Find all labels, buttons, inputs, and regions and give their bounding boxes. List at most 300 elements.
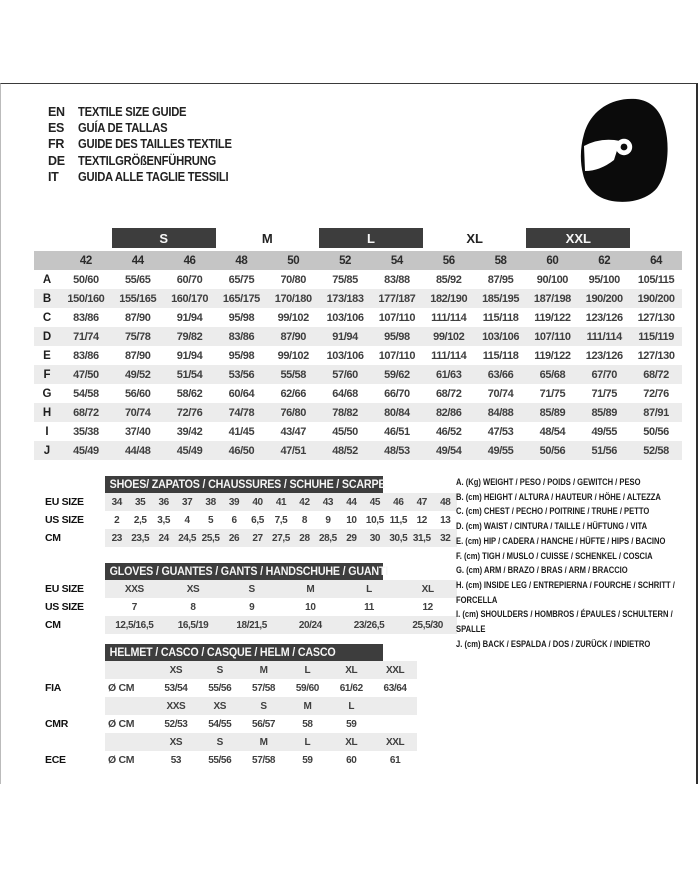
measure-value-cell: 60/64 [228, 387, 255, 400]
measure-value-cell: 107/110 [378, 311, 416, 324]
measure-value-cell: 45/49 [176, 444, 203, 457]
measure-value-cell: 190/200 [585, 292, 623, 305]
measure-value-cell: 83/88 [384, 273, 410, 286]
gloves-table-title-bar [105, 563, 389, 580]
measure-value-cell: 50/56 [643, 425, 669, 438]
measure-row [34, 403, 682, 422]
helmet-value-cell: 59 [346, 718, 357, 730]
measure-value-cell: 111/114 [586, 330, 622, 343]
legend-item: A. (Kg) WEIGHT / PESO / POIDS / GEWITCH / PESO [456, 477, 641, 488]
measure-value-cell: 64/68 [332, 387, 358, 400]
guide-title: TEXTILGRÖßENFÜHRUNG [78, 153, 216, 168]
helmet-row [45, 733, 457, 751]
helmet-value-cell: XS [213, 700, 227, 712]
shoes-value-cell: 27 [252, 532, 263, 544]
helmet-row-content [105, 733, 417, 751]
row-label: EU SIZE [45, 583, 84, 595]
helmet-row [45, 661, 457, 679]
helmet-value-cell: 52/53 [164, 718, 188, 730]
measure-value-cell: 45/50 [332, 425, 358, 438]
size-number-cell: 46 [183, 254, 196, 267]
measure-value-cell: 47/51 [280, 444, 306, 457]
measure-value-cell: 83/86 [228, 330, 255, 343]
measure-value-cell: 91/94 [332, 330, 358, 343]
measure-value-cell: 49/55 [591, 425, 617, 438]
measure-row [34, 365, 682, 384]
legend-item: B. (cm) HEIGHT / ALTURA / HAUTEUR / HÖHE / ALTEZZA [456, 491, 661, 503]
measure-row [34, 289, 682, 308]
measure-values [60, 445, 682, 457]
measure-value-cell: 119/122 [534, 311, 571, 324]
measure-rows [34, 270, 682, 460]
measure-value-cell: 51/56 [591, 444, 617, 457]
shoes-value-cell: 13 [440, 514, 451, 526]
measure-value-cell: 185/195 [482, 292, 520, 305]
measure-values [60, 274, 682, 286]
gloves-value-cell: XL [421, 583, 434, 595]
size-number-header-row [34, 251, 682, 270]
guide-title: GUÍA DE TALLAS [78, 121, 168, 136]
measure-value-cell: 111/114 [431, 311, 467, 324]
measure-row [34, 308, 682, 327]
measure-value-cell: 90/100 [536, 273, 569, 286]
gloves-value-cell: 10 [305, 601, 316, 613]
measure-value-cell: 55/58 [280, 368, 306, 381]
measure-value-cell: 55/65 [124, 273, 151, 286]
helmet-values [154, 701, 417, 712]
measure-value-cell: 47/53 [487, 425, 514, 438]
size-number-cell: 50 [287, 254, 300, 267]
measure-value-cell: 65/68 [539, 368, 566, 381]
measure-value-cell: 173/183 [326, 292, 364, 305]
helmet-value-cell: XXL [385, 664, 405, 676]
textile-size-table [34, 228, 682, 460]
legend-item: E. (cm) HIP / CADERA / HANCHE / HÜFTE / HIPS / BACINO [456, 535, 666, 547]
measure-value-cell: 49/52 [124, 368, 151, 381]
shoes-value-cell: 41 [275, 496, 287, 508]
shoes-value-cell: 10 [346, 514, 357, 526]
measure-value-cell: 85/89 [591, 406, 617, 419]
measure-value-cell: 103/106 [326, 311, 364, 324]
measure-letter: F [43, 368, 51, 381]
measure-letter: G [42, 387, 52, 400]
measure-value-cell: 75/78 [124, 330, 151, 343]
shoes-table [45, 476, 457, 547]
shoes-value-cell: 42 [299, 496, 310, 508]
language-title-line [48, 169, 249, 185]
language-code: IT [48, 169, 59, 184]
shoes-value-cell: 2,5 [133, 514, 147, 526]
shoes-table-title: SHOES/ ZAPATOS / CHAUSSURES / SCHUHE / SCARPE [109, 478, 386, 491]
gloves-table-title: GLOVES / GUANTES / GANTS / HANDSCHUHE / GUANTI [109, 565, 389, 578]
measure-value-cell: 60/70 [176, 273, 203, 286]
gloves-value-cell: L [366, 583, 372, 595]
helmet-value-cell: 59 [302, 754, 313, 766]
size-number-cell: 44 [131, 254, 144, 267]
measure-value-cell: 111/114 [431, 349, 467, 362]
size-number-cell: 54 [390, 254, 403, 267]
measure-value-cell: 83/86 [73, 311, 99, 324]
gloves-value-cell: 16,5/19 [177, 619, 209, 631]
helmet-table-title-bar [105, 644, 383, 661]
measure-value-cell: 99/102 [277, 311, 309, 324]
shoes-value-cell: 26 [228, 532, 240, 544]
helmet-value-cell: 61/62 [339, 682, 363, 694]
measure-value-cell: 182/190 [430, 292, 468, 305]
gloves-row [45, 598, 457, 616]
measure-value-cell: 95/100 [588, 273, 620, 286]
gloves-value-cell: XXS [124, 583, 144, 595]
measure-value-cell: 70/74 [124, 406, 151, 419]
row-label: CM [45, 619, 61, 631]
helmet-values [154, 683, 417, 694]
row-label [45, 697, 105, 715]
legend-item: F. (cm) TIGH / MUSLO / CUISSE / SCHENKEL / COSCIA [456, 550, 653, 562]
measure-value-cell: 39/42 [176, 425, 203, 438]
row-label [45, 661, 105, 679]
helmet-value-cell: L [304, 664, 311, 676]
measure-value-cell: 50/60 [73, 273, 99, 286]
measure-value-cell: 41/45 [228, 425, 255, 438]
gloves-value-cell: 8 [190, 601, 196, 613]
measure-value-cell: 119/122 [534, 349, 571, 362]
size-number-cell: 48 [235, 254, 248, 267]
gloves-value-cell: 20/24 [298, 619, 322, 631]
shoes-value-cell: 48 [440, 496, 451, 508]
helmet-value-cell: 61 [389, 754, 401, 766]
measure-letter: I [45, 425, 49, 438]
measure-value-cell: 127/130 [637, 349, 675, 362]
helmet-row-content [105, 679, 417, 697]
measure-value-cell: 85/89 [539, 406, 566, 419]
shoes-value-cell: 10,5 [365, 514, 384, 526]
language-title-list [48, 104, 249, 185]
measure-row [34, 346, 682, 365]
measure-value-cell: 99/102 [277, 349, 309, 362]
gloves-value-cell: 25,5/30 [412, 619, 443, 631]
size-number-cell: 42 [79, 254, 92, 267]
size-band-row [34, 228, 682, 248]
gloves-table [45, 563, 457, 634]
measure-value-cell: 99/102 [433, 330, 465, 343]
helmet-value-cell: 56/57 [252, 718, 276, 730]
shoes-value-cell: 28 [299, 532, 310, 544]
shoes-value-cell: 44 [346, 496, 357, 508]
shoes-value-cell: 8 [301, 514, 308, 526]
shoes-value-cell: 5 [208, 514, 214, 526]
measure-value-cell: 95/98 [384, 330, 410, 343]
shoes-value-cell: 11,5 [389, 514, 407, 526]
measure-value-cell: 115/119 [638, 330, 674, 343]
helmet-value-cell: 53/54 [164, 682, 188, 694]
shoes-value-cell: 9 [325, 514, 331, 526]
row-label: EU SIZE [45, 496, 84, 508]
shoes-table-title-bar [105, 476, 386, 493]
helmet-value-cell: 60 [346, 754, 357, 766]
gloves-row [45, 616, 457, 634]
measure-value-cell: 87/90 [280, 330, 306, 343]
measure-value-cell: 103/106 [482, 330, 520, 343]
measure-value-cell: 52/58 [643, 444, 669, 457]
measure-value-cell: 83/86 [73, 349, 99, 362]
measure-value-cell: 44/48 [124, 444, 151, 457]
legend-item: G. (cm) ARM / BRAZO / BRAS / ARM / BRACCIO [456, 565, 628, 577]
measure-value-cell: 71/75 [591, 387, 617, 400]
shoes-value-cell: 39 [228, 496, 240, 508]
measure-value-cell: 62/66 [280, 387, 306, 400]
measure-letter: J [43, 444, 51, 457]
size-band-label: L [319, 228, 423, 248]
measure-value-cell: 46/51 [384, 425, 410, 438]
measure-value-cell: 67/70 [591, 368, 617, 381]
measure-letter: D [42, 330, 52, 343]
measure-value-cell: 37/40 [124, 425, 151, 438]
measure-value-cell: 87/95 [487, 273, 514, 286]
measure-value-cell: 160/170 [171, 292, 209, 305]
measure-value-cell: 72/76 [643, 387, 669, 400]
measure-row [34, 384, 682, 403]
shoes-value-cell: 40 [252, 496, 263, 508]
measure-value-cell: 115/118 [482, 311, 519, 324]
measure-value-cell: 43/47 [280, 425, 306, 438]
measure-value-cell: 35/38 [73, 425, 99, 438]
gloves-value-cell: 12 [422, 601, 433, 613]
shoes-value-cell: 6 [231, 514, 237, 526]
measure-value-cell: 115/118 [482, 349, 519, 362]
shoes-value-cell: 43 [322, 496, 334, 508]
measure-letter: E [43, 349, 51, 362]
language-code: DE [48, 153, 65, 168]
shoes-value-cell: 31,5 [412, 532, 431, 544]
measure-value-cell: 63/66 [487, 368, 514, 381]
legend-item: H. (cm) INSIDE LEG / ENTREPIERNA / FOURCHE / SCHRITT / FORCELLA [456, 579, 675, 606]
measure-value-cell: 45/49 [73, 444, 99, 457]
helmet-value-cell: XS [169, 664, 183, 676]
language-code: ES [48, 121, 65, 136]
measure-value-cell: 57/60 [332, 368, 358, 381]
diameter-unit-label: Ø CM [108, 754, 135, 766]
helmet-row [45, 697, 457, 715]
legend-item: I. (cm) SHOULDERS / HOMBROS / ÉPAULES / SCHULTERN / SPALLE [456, 609, 673, 636]
measure-value-cell: 170/180 [274, 292, 312, 305]
helmet-value-cell: 57/58 [252, 754, 276, 766]
measure-value-cell: 95/98 [228, 349, 255, 362]
gloves-values [105, 616, 457, 634]
measure-value-cell: 127/130 [637, 311, 675, 324]
measure-letter: B [42, 292, 52, 305]
shoes-value-cell: 12 [416, 514, 427, 526]
helmet-value-cell: XL [345, 736, 358, 748]
shoes-values [105, 529, 457, 547]
measure-value-cell: 48/54 [539, 425, 566, 438]
measure-value-cell: 48/53 [384, 444, 410, 457]
size-band-label: XXL [526, 228, 630, 248]
measure-values [60, 388, 682, 400]
measure-value-cell: 65/75 [228, 273, 255, 286]
size-number-cell: 58 [494, 254, 507, 267]
row-label: CMR [45, 718, 69, 730]
measure-value-cell: 71/74 [73, 330, 99, 343]
shoes-value-cell: 25,5 [201, 532, 220, 544]
size-band-label: S [112, 228, 216, 248]
language-code: FR [48, 137, 65, 152]
measure-value-cell: 165/175 [222, 292, 260, 305]
measure-value-cell: 68/72 [73, 406, 99, 419]
gloves-value-cell: 12,5/16,5 [115, 619, 154, 631]
guide-title: TEXTILE SIZE GUIDE [78, 105, 187, 120]
measure-value-cell: 91/94 [176, 311, 203, 324]
shoes-value-cell: 7,5 [274, 514, 288, 526]
helmet-value-cell: S [260, 700, 267, 712]
measure-value-cell: 72/76 [176, 406, 203, 419]
shoes-row [45, 529, 457, 547]
size-band-label: XL [466, 230, 483, 246]
measure-value-cell: 49/55 [487, 444, 514, 457]
row-label: US SIZE [45, 601, 84, 613]
measure-value-cell: 49/54 [435, 444, 462, 457]
helmet-row-content [105, 697, 417, 715]
measure-value-cell: 46/52 [435, 425, 462, 438]
measure-value-cell: 70/80 [280, 273, 306, 286]
shoes-value-cell: 38 [205, 496, 216, 508]
legend-item: C. (cm) CHEST / PECHO / POITRINE / TRUHE / PETTO [456, 506, 650, 518]
gloves-value-cell: M [306, 583, 315, 595]
guide-title: GUIDE DES TAILLES TEXTILE [78, 137, 232, 152]
shoes-value-cell: 46 [393, 496, 404, 508]
measure-value-cell: 107/110 [534, 330, 571, 343]
helmet-value-cell [373, 701, 417, 712]
measure-value-cell: 68/72 [643, 368, 669, 381]
measure-value-cell: 123/126 [585, 311, 623, 324]
helmet-value-cell: S [216, 736, 223, 748]
shoes-values [105, 511, 457, 529]
language-title-line [48, 104, 249, 120]
size-band-label: M [261, 230, 273, 246]
shoes-value-cell: 37 [181, 496, 193, 508]
shoes-value-cell: 27,5 [272, 532, 290, 544]
shoes-value-cell: 4 [184, 514, 190, 526]
gloves-value-cell: XS [186, 583, 200, 595]
helmet-value-cell: XXS [166, 700, 186, 712]
shoes-value-cell: 47 [416, 496, 427, 508]
measure-value-cell: 190/200 [637, 292, 675, 305]
helmet-value-cell: 63/64 [383, 682, 407, 694]
gloves-rows [45, 580, 457, 634]
helmet-row [45, 715, 457, 733]
measure-value-cell: 74/78 [228, 406, 255, 419]
measure-value-cell: 87/90 [124, 311, 151, 324]
helmet-table-title: HELMET / CASCO / CASQUE / HELM / CASCO [109, 646, 336, 659]
measure-row [34, 270, 682, 289]
size-number-cell: 62 [598, 254, 611, 267]
measure-value-cell: 68/72 [435, 387, 462, 400]
helmet-icon [576, 96, 673, 206]
helmet-value-cell: L [304, 736, 311, 748]
helmet-value-cell: 53 [170, 754, 182, 766]
measure-values [60, 293, 682, 305]
measure-value-cell: 187/198 [533, 292, 571, 305]
shoes-value-cell: 34 [111, 496, 122, 508]
measure-value-cell: 61/63 [435, 368, 462, 381]
shoes-value-cell: 36 [158, 496, 169, 508]
helmet-value-cell: 55/56 [208, 754, 232, 766]
helmet-values [154, 665, 417, 676]
measure-value-cell: 80/84 [384, 406, 410, 419]
shoes-row [45, 493, 457, 511]
helmet-value-cell: 55/56 [208, 682, 232, 694]
helmet-values [154, 719, 417, 730]
shoes-value-cell: 3,5 [157, 514, 170, 526]
helmet-value-cell: M [303, 700, 312, 712]
shoes-value-cell: 30,5 [389, 532, 408, 544]
helmet-value-cell: L [348, 700, 355, 712]
guide-title: GUIDA ALLE TAGLIE TESSILI [78, 169, 229, 184]
measure-value-cell: 91/94 [176, 349, 203, 362]
diameter-unit-label: Ø CM [108, 718, 135, 730]
row-label [45, 733, 105, 751]
helmet-row [45, 751, 457, 769]
measure-value-cell: 71/75 [539, 387, 566, 400]
measure-values [60, 331, 682, 343]
measure-value-cell: 70/74 [487, 387, 514, 400]
measure-row [34, 327, 682, 346]
measure-row [34, 441, 682, 460]
measure-value-cell: 59/62 [384, 368, 410, 381]
measure-value-cell: 53/56 [228, 368, 255, 381]
measure-letter: C [42, 311, 52, 324]
helmet-value-cell: XL [345, 664, 358, 676]
measure-letter: A [42, 273, 52, 286]
measure-value-cell: 95/98 [228, 311, 255, 324]
shoes-value-cell: 45 [369, 496, 381, 508]
language-code: EN [48, 105, 65, 120]
size-number-cells [60, 255, 682, 267]
measure-value-cell: 107/110 [378, 349, 416, 362]
helmet-value-cell [373, 719, 417, 730]
measure-value-cell: 54/58 [73, 387, 99, 400]
measure-letter: H [42, 406, 52, 419]
size-number-cell: 64 [650, 254, 663, 267]
shoes-value-cell: 23 [111, 532, 122, 544]
measure-legend [456, 476, 688, 652]
measure-value-cell: 105/115 [637, 273, 675, 286]
measure-value-cell: 46/50 [228, 444, 255, 457]
measure-values [60, 369, 682, 381]
helmet-rows [45, 661, 457, 769]
helmet-value-cell: 58 [302, 718, 313, 730]
helmet-values [154, 755, 417, 766]
shoes-value-cell: 24,5 [178, 532, 197, 544]
gloves-row [45, 580, 457, 598]
row-label: US SIZE [45, 514, 84, 526]
helmet-row-content [105, 661, 417, 679]
helmet-value-cell: 57/58 [252, 682, 276, 694]
helmet-value-cell: 54/55 [208, 718, 232, 730]
measure-value-cell: 58/62 [176, 387, 203, 400]
shoes-value-cell: 35 [135, 496, 146, 508]
language-title-line [48, 120, 249, 136]
row-label: FIA [45, 682, 62, 694]
language-title-line [48, 136, 249, 152]
helmet-value-cell: 59/60 [295, 682, 319, 694]
shoes-value-cell: 23,5 [131, 532, 150, 544]
measure-value-cell: 76/80 [280, 406, 306, 419]
measure-value-cell: 66/70 [384, 387, 410, 400]
helmet-value-cell: M [259, 736, 268, 748]
shoes-value-cell: 2 [114, 514, 120, 526]
measure-values [60, 407, 682, 419]
gloves-value-cell: 23/26,5 [353, 619, 385, 631]
